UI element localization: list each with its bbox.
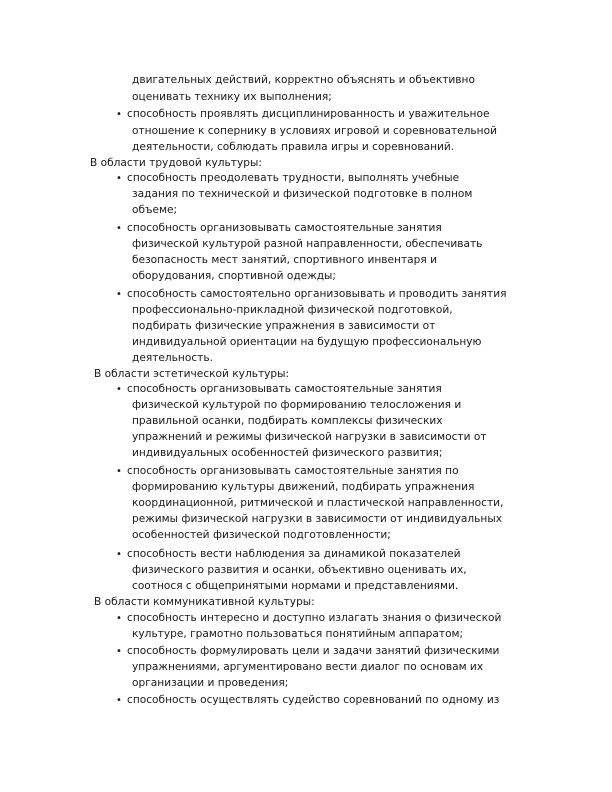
list-bullet: • [116, 384, 122, 395]
text-line: задания по технической и физической подготовке в полном [132, 188, 473, 200]
list-bullet: • [116, 173, 122, 184]
text-line: способность интересно и доступно излагать знания о физической [127, 612, 502, 624]
list-bullet: • [116, 289, 122, 300]
text-line: формированию культуры движений, подбирать упражнения [132, 481, 475, 493]
text-line: объеме; [132, 204, 178, 216]
text-line: физической культурой по формированию телосложения и [132, 399, 462, 411]
text-line: организации и проведения; [132, 677, 289, 689]
text-line: способность самостоятельно организовывать и проводить занятия [127, 288, 507, 300]
text-line: упражнениями, аргументировано вести диалог по основам их [132, 661, 484, 673]
text-line: профессионально-прикладной физической подготовкой, [132, 304, 453, 316]
text-line: деятельности, соблюдать правила игры и соревнований. [132, 141, 455, 153]
list-bullet: • [116, 695, 122, 706]
text-line: способность вести наблюдения за динамикой показателей [127, 548, 461, 560]
text-line: подбирать физические упражнения в зависимости от [132, 320, 436, 332]
text-line: индивидуальной ориентации на будущую профессиональную [132, 336, 482, 348]
section-heading: В области коммуникативной культуры: [94, 596, 315, 608]
text-line: способность организовывать самостоятельные занятия [127, 383, 442, 395]
text-line: соотнося с общепринятыми нормами и представлениями. [132, 580, 459, 592]
text-line: культуре, грамотно пользоваться понятийным аппаратом; [132, 628, 464, 640]
list-bullet: • [116, 613, 122, 624]
list-bullet: • [116, 466, 122, 477]
list-bullet: • [116, 223, 122, 234]
text-line: физической культурой разной направленности, обеспечивать [132, 238, 483, 250]
list-bullet: • [116, 109, 122, 120]
text-line: координационной, ритмической и пластической направленности, [132, 497, 504, 509]
text-line: деятельность. [132, 352, 213, 364]
text-line: оценивать технику их выполнения; [132, 91, 332, 103]
text-line: способность преодолевать трудности, выполнять учебные [127, 172, 460, 184]
text-line: упражнений и режимы физической нагрузки в зависимости от [132, 431, 487, 443]
text-line: правильной осанки, подбирать комплексы физических [132, 415, 443, 427]
text-line: отношение к сопернику в условиях игровой и соревновательной [132, 125, 497, 137]
text-line: физического развития и осанки, объективно оценивать их, [132, 564, 467, 576]
text-line: способность организовывать самостоятельные занятия по [127, 465, 459, 477]
text-line: способность организовывать самостоятельные занятия [127, 222, 442, 234]
text-line: способность осуществлять судейство соревнований по одному из [127, 694, 500, 706]
section-heading: В области эстетической культуры: [94, 368, 290, 380]
text-line: способность формулировать цели и задачи занятий физическими [127, 645, 500, 657]
list-bullet: • [116, 646, 122, 657]
text-line: способность проявлять дисциплинированность и уважительное [127, 108, 490, 120]
text-line: индивидуальных особенностей физического развития; [132, 447, 443, 459]
section-heading: В области трудовой культуры: [90, 157, 262, 169]
text-line: безопасность мест занятий, спортивного инвентаря и [132, 254, 437, 266]
text-line: режимы физической нагрузки в зависимости от индивидуальных [132, 513, 502, 525]
text-line: особенностей физической подготовленности; [132, 529, 391, 541]
text-line: двигательных действий, корректно объяснять и объективно [132, 74, 475, 86]
list-bullet: • [116, 549, 122, 560]
text-line: оборудования, спортивной одежды; [132, 270, 336, 282]
